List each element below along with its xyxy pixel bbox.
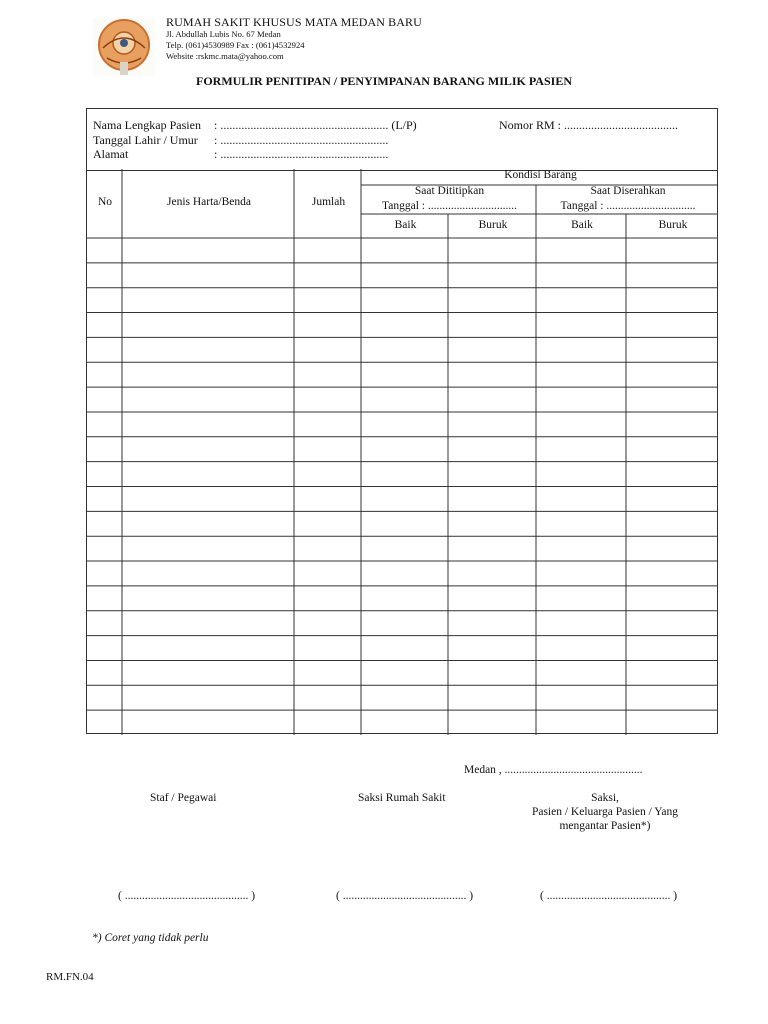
returned-header: Saat Diserahkan bbox=[590, 185, 666, 197]
address-label: Alamat bbox=[93, 147, 129, 161]
col-qty-header: Jumlah bbox=[311, 196, 346, 208]
rm-number-field[interactable]: Nomor RM : ...................................... bbox=[499, 118, 679, 132]
patient-info bbox=[87, 109, 717, 171]
returned-date-field[interactable]: Tanggal : ............................... bbox=[560, 200, 696, 212]
deposit-form bbox=[86, 108, 718, 734]
deposited-good-header: Baik bbox=[394, 219, 417, 231]
hospital-website: Website :rskmc.mata@yahoo.com bbox=[166, 51, 284, 61]
hospital-name: RUMAH SAKIT KHUSUS MATA MEDAN BARU bbox=[166, 15, 422, 29]
patient-witness-label bbox=[500, 791, 710, 833]
col-condition-header: Kondisi Barang bbox=[504, 169, 577, 181]
patient-witness-signature-field[interactable]: ( ........................................... ) bbox=[540, 890, 678, 902]
patient-witness-line-1: Saksi, bbox=[591, 792, 619, 804]
staff-signature-field[interactable]: ( ........................................... ) bbox=[118, 890, 256, 902]
place-date-field[interactable]: Medan , ................................................ bbox=[464, 764, 643, 776]
deposited-date-field[interactable]: Tanggal : ............................... bbox=[382, 200, 517, 212]
returned-good-header: Baik bbox=[571, 219, 593, 231]
name-field[interactable]: : ........................................................ (L/P) bbox=[214, 118, 417, 132]
address-field[interactable]: : ........................................................ bbox=[214, 147, 389, 161]
deposited-header: Saat Dititipkan bbox=[414, 185, 485, 197]
name-label: Nama Lengkap Pasien bbox=[93, 118, 201, 132]
dob-label: Tanggal Lahir / Umur bbox=[93, 133, 198, 147]
staff-label: Staf / Pegawai bbox=[150, 792, 217, 804]
hospital-address: Jl. Abdullah Lubis No. 67 Medan bbox=[166, 29, 281, 39]
hospital-logo bbox=[93, 18, 155, 76]
items-table-grid bbox=[86, 169, 718, 735]
form-code: RM.FN.04 bbox=[46, 971, 94, 983]
hospital-phone: Telp. (061)4530989 Fax : (061)4532924 bbox=[166, 40, 305, 50]
deposited-bad-header: Buruk bbox=[478, 219, 508, 231]
hospital-header bbox=[166, 15, 422, 62]
col-no-header: No bbox=[97, 196, 113, 208]
patient-witness-line-2: Pasien / Keluarga Pasien / Yang bbox=[531, 806, 679, 818]
returned-bad-header: Buruk bbox=[658, 219, 688, 231]
patient-witness-line-3: mengantar Pasien*) bbox=[559, 820, 651, 832]
form-title: FORMULIR PENITIPAN / PENYIMPANAN BARANG MILIK PASIEN bbox=[195, 74, 572, 88]
dob-field[interactable]: : ........................................................ bbox=[214, 133, 389, 147]
footnote: *) Coret yang tidak perlu bbox=[92, 932, 209, 944]
hospital-witness-signature-field[interactable]: ( ........................................... ) bbox=[336, 890, 474, 902]
hospital-witness-label: Saksi Rumah Sakit bbox=[358, 792, 446, 804]
col-item-header: Jenis Harta/Benda bbox=[167, 196, 251, 208]
